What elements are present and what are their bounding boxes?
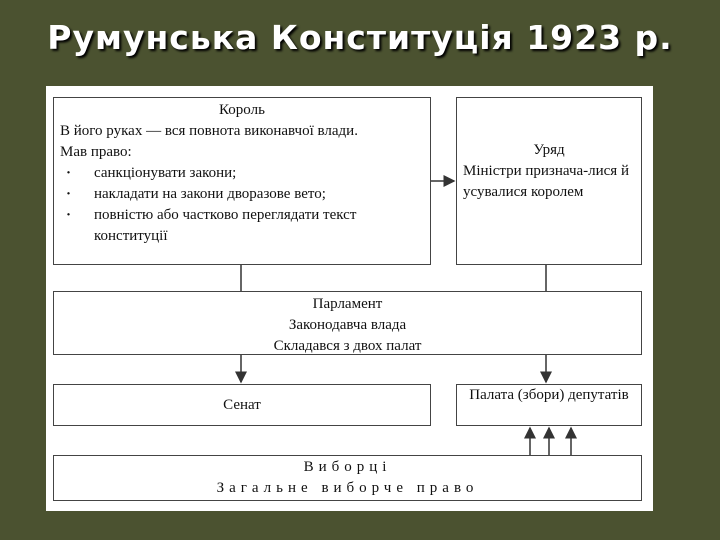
king-rights-label: Мав право: (60, 144, 132, 160)
king-right-item: · повністю або частково переглядати текст конституції (60, 205, 424, 247)
diagram-panel (46, 86, 653, 511)
deputies-label: Палата (збори) депутатів (469, 387, 629, 403)
deputies-box (456, 384, 642, 426)
voters-line-1: Загальне виборче право (216, 480, 479, 496)
senate-label: Сенат (223, 397, 261, 413)
government-heading: Уряд (533, 142, 565, 158)
parliament-box (53, 291, 642, 355)
parliament-line-1: Законодавча влада (288, 317, 407, 333)
king-description: В його руках — вся повнота виконавчої влади. (60, 123, 358, 139)
parliament-line-2: Складався з двох палат (273, 338, 422, 354)
king-heading: Король (219, 102, 265, 118)
government-description: Міністри признача-лися й усувалися королем (463, 163, 629, 200)
king-right-item: · накладати на закони дворазове вето; (60, 184, 424, 205)
voters-heading: Виборці (303, 459, 392, 475)
voters-box (53, 455, 642, 501)
senate-box (53, 384, 431, 426)
king-box (53, 97, 431, 265)
government-box (456, 97, 642, 265)
king-right-item: · санкціонувати закони; (60, 163, 424, 184)
parliament-heading: Парламент (312, 296, 383, 312)
king-rights-list (60, 163, 424, 247)
slide-title: Румунська Конституція 1923 р. (47, 18, 673, 57)
